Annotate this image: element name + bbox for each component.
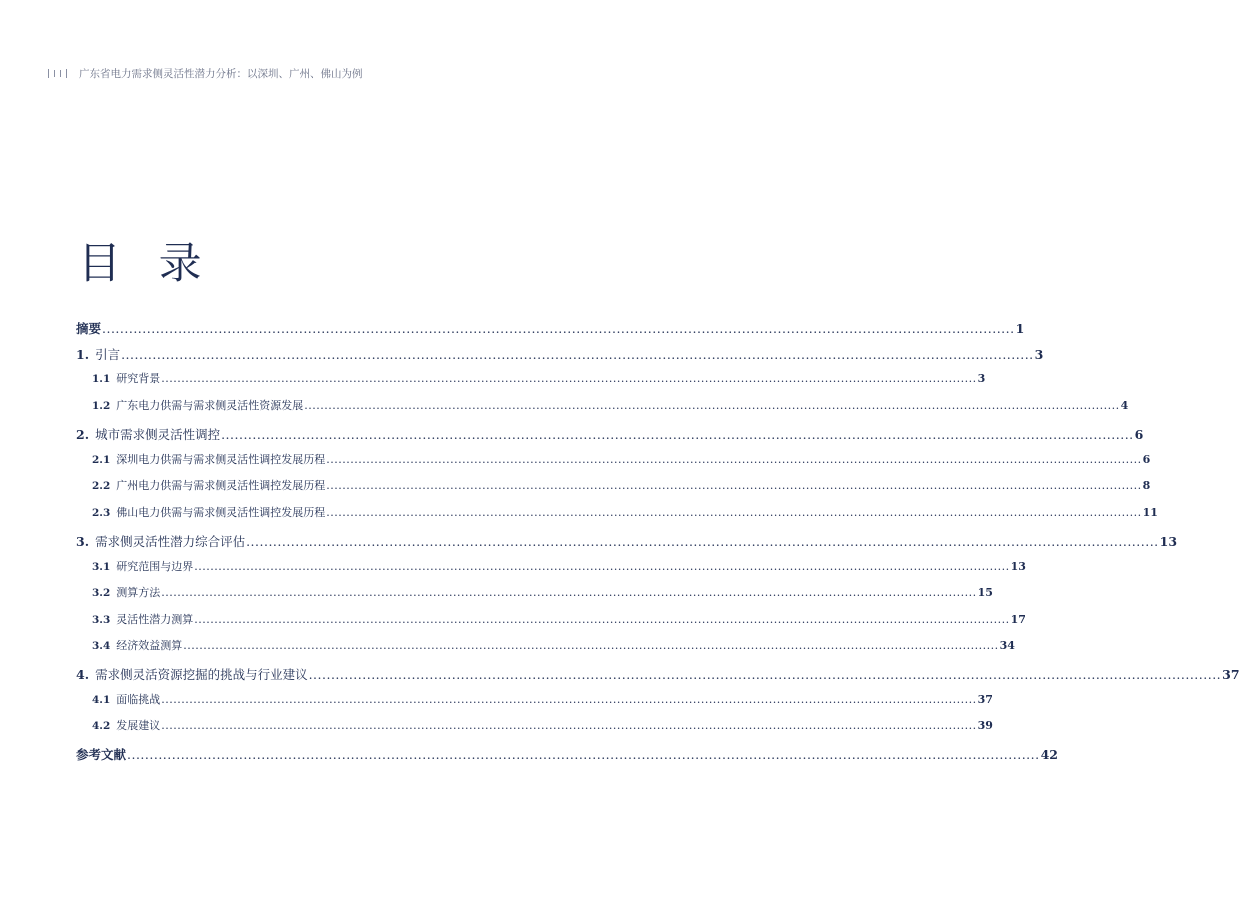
toc-entry-page: 15 <box>977 586 993 599</box>
toc-dot-leader: ............................................................................................................................................................................................................ <box>326 453 1142 466</box>
toc-dot-leader: ............................................................................................................................................................................................................ <box>161 372 977 385</box>
toc-entry-page: 3 <box>977 372 986 385</box>
toc-entry-page: 13 <box>1159 534 1178 549</box>
toc-entry-page: 1 <box>1015 321 1025 336</box>
header-title: 广东省电力需求侧灵活性潜力分析：以深圳、广州、佛山为例 <box>79 67 363 80</box>
toc-entry-label: 测算方法 <box>116 586 161 599</box>
toc-entry-page: 17 <box>1010 613 1026 626</box>
toc-dot-leader: ............................................................................................................................................................................................................ <box>221 427 1134 442</box>
toc-entry-label: 研究范围与边界 <box>116 560 194 573</box>
toc-entry[interactable] <box>76 717 993 733</box>
toc-entry-label: 参考文献 <box>76 747 127 762</box>
toc-entry[interactable] <box>76 558 1026 574</box>
running-header <box>48 66 363 80</box>
toc-entry-page: 13 <box>1010 560 1026 573</box>
toc-entry-number: 4.2 <box>92 720 111 732</box>
toc-entry-number: 3.4 <box>92 640 111 652</box>
header-bar-icon <box>48 69 67 78</box>
toc-dot-leader: ............................................................................................................................................................................................................ <box>161 586 977 599</box>
toc-dot-leader: ............................................................................................................................................................................................................ <box>194 560 1010 573</box>
toc-entry-number: 4. <box>76 667 90 682</box>
toc-entry-page: 4 <box>1120 399 1129 412</box>
toc-entry-number: 1.1 <box>92 373 111 385</box>
toc-entry[interactable] <box>76 584 993 600</box>
toc-entry-number: 3.3 <box>92 614 111 626</box>
toc-entry-page: 11 <box>1142 506 1158 519</box>
toc-entry[interactable] <box>76 425 1144 443</box>
toc-entry-page: 34 <box>999 639 1015 652</box>
toc-dot-leader: ............................................................................................................................................................................................................ <box>194 613 1010 626</box>
toc-entry-page: 6 <box>1134 427 1144 442</box>
toc-dot-leader: ............................................................................................................................................................................................................ <box>161 719 977 732</box>
toc-entry-label: 摘要 <box>76 321 102 336</box>
toc-dot-leader: ............................................................................................................................................................................................................ <box>161 693 977 706</box>
toc-dot-leader: ............................................................................................................................................................................................................ <box>102 321 1015 336</box>
toc-entry[interactable] <box>76 691 993 707</box>
toc-entry-label: 引言 <box>95 347 121 362</box>
toc-entry-page: 42 <box>1040 747 1058 762</box>
toc-entry-number: 3.2 <box>92 587 111 599</box>
toc-entry[interactable] <box>76 637 1015 653</box>
toc-entry-number: 1. <box>76 347 90 362</box>
toc-entry-page: 37 <box>1222 667 1240 682</box>
toc-entry-number: 2.2 <box>92 480 111 492</box>
toc-dot-leader: ............................................................................................................................................................................................................ <box>121 347 1034 362</box>
toc-title: 目 录 <box>78 239 214 289</box>
toc-dot-leader: ............................................................................................................................................................................................................ <box>308 667 1222 682</box>
toc-entry-number: 3. <box>76 534 90 549</box>
toc-entry-page: 39 <box>977 719 993 732</box>
toc-entry[interactable] <box>76 745 1058 763</box>
toc-entry[interactable] <box>76 504 1158 520</box>
toc-entry-label: 佛山电力供需与需求侧灵活性调控发展历程 <box>116 506 326 519</box>
toc-entry[interactable] <box>76 319 1025 337</box>
toc-entry-number: 2.3 <box>92 507 111 519</box>
toc-entry-label: 灵活性潜力测算 <box>116 613 194 626</box>
toc-entry-page: 6 <box>1142 453 1151 466</box>
toc-entry[interactable] <box>76 397 1129 413</box>
toc-entry[interactable] <box>76 665 1240 683</box>
toc-entry[interactable] <box>76 611 1026 627</box>
toc-dot-leader: ............................................................................................................................................................................................................ <box>127 747 1040 762</box>
toc-entry-label: 经济效益测算 <box>116 639 183 652</box>
toc-dot-leader: ............................................................................................................................................................................................................ <box>183 639 999 652</box>
toc-dot-leader: ............................................................................................................................................................................................................ <box>326 479 1142 492</box>
toc-entry-number: 2. <box>76 427 90 442</box>
toc-entry[interactable] <box>76 370 986 386</box>
toc-entry[interactable] <box>76 532 1178 550</box>
toc-dot-leader: ............................................................................................................................................................................................................ <box>246 534 1159 549</box>
toc-entry-page: 8 <box>1142 479 1151 492</box>
toc-entry-label: 发展建议 <box>116 719 161 732</box>
toc-entry-label: 城市需求侧灵活性调控 <box>95 427 221 442</box>
toc-entry-label: 需求侧灵活性潜力综合评估 <box>95 534 246 549</box>
toc-entry-page: 37 <box>977 693 993 706</box>
toc-entry-page: 3 <box>1034 347 1044 362</box>
toc-entry-label: 面临挑战 <box>116 693 161 706</box>
toc-entry[interactable] <box>76 345 1044 363</box>
toc-entry-label: 深圳电力供需与需求侧灵活性调控发展历程 <box>116 453 326 466</box>
toc-entry[interactable] <box>76 477 1151 493</box>
toc-entry-label: 需求侧灵活资源挖掘的挑战与行业建议 <box>95 667 308 682</box>
toc-dot-leader: ............................................................................................................................................................................................................ <box>326 506 1142 519</box>
toc-entry-label: 广州电力供需与需求侧灵活性调控发展历程 <box>116 479 326 492</box>
toc-entry-number: 3.1 <box>92 561 111 573</box>
toc-entry-number: 1.2 <box>92 400 111 412</box>
toc-entry-label: 研究背景 <box>116 372 161 385</box>
toc-entry-number: 2.1 <box>92 454 111 466</box>
toc-entry[interactable] <box>76 451 1151 467</box>
toc-entry-number: 4.1 <box>92 694 111 706</box>
toc-dot-leader: ............................................................................................................................................................................................................ <box>304 399 1120 412</box>
toc-entry-label: 广东电力供需与需求侧灵活性资源发展 <box>116 399 304 412</box>
